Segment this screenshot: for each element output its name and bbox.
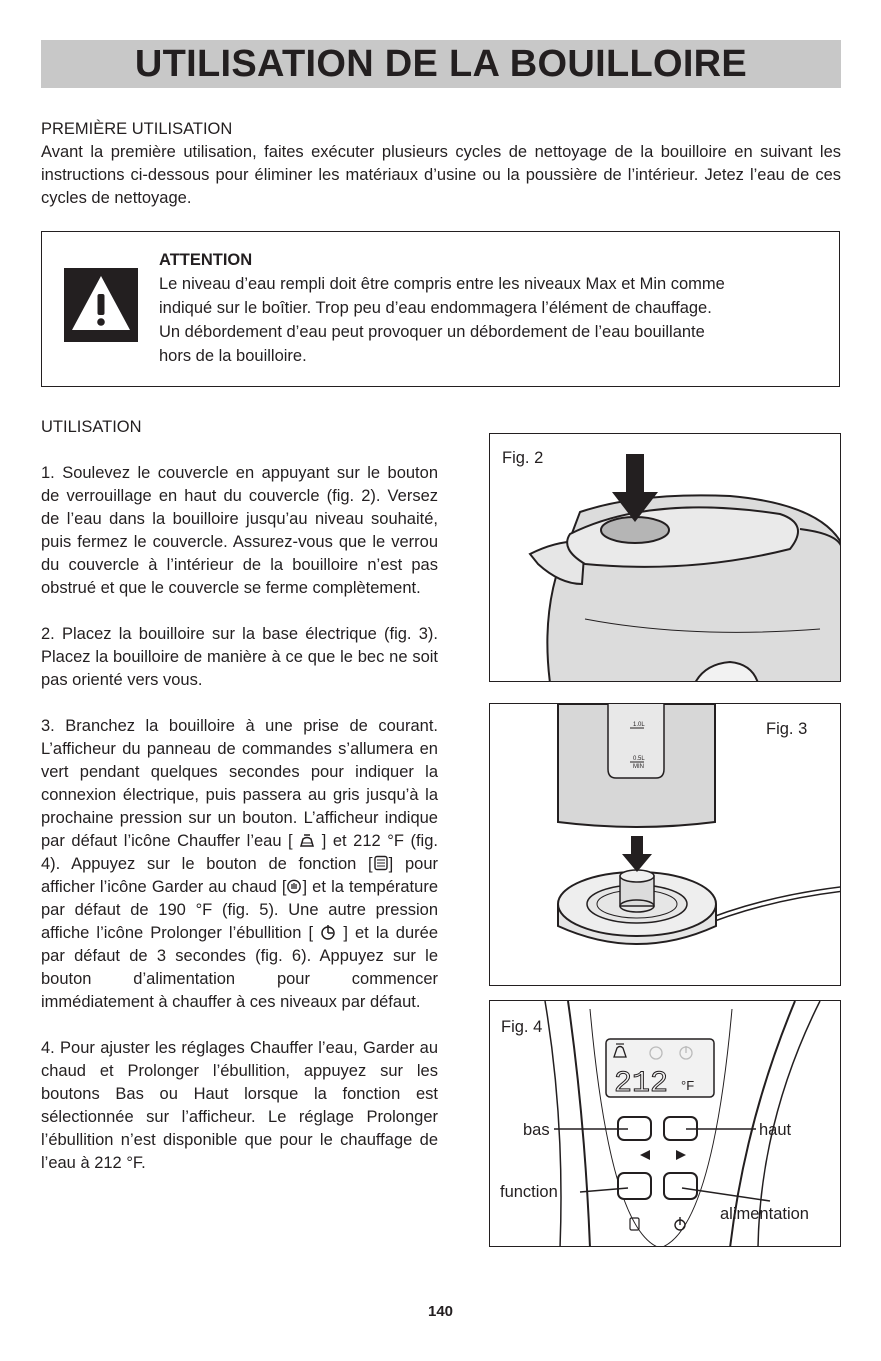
warning-line: indiqué sur le boîtier. Trop peu d’eau endommagera l’élément de chauffage. [159,299,712,317]
usage-heading: UTILISATION [41,418,142,436]
min-level-mark: 0.5L [633,756,645,762]
min-level-word: MIN [633,764,644,770]
figure-2 [489,433,841,682]
step-3 [41,715,438,1014]
up-button-callout: haut [759,1121,792,1139]
function-button-callout: function [500,1183,558,1201]
step-3-part: ] et la température par défaut de 190 °F (fig. 5). Une autre pression affiche l’icône Prolonger l’ébullition [ [41,878,438,942]
figure-4 [489,1000,841,1247]
warning-icon [64,268,138,342]
page-number: 140 [427,1303,454,1320]
step-3-part: ] pour afficher l’icône Garder au chaud [ [41,855,438,896]
boil-timer-icon [320,924,336,940]
warning-line: Un débordement d’eau peut provoquer un débordement de l’eau bouillante [159,323,705,341]
step-3-part: ] et la durée par défaut de 3 secondes (fig. 6). Appuyez sur le bouton d’alimentation pour commencer immédiatement à chauffer à ces niveaux par défaut. [41,924,438,1011]
warning-box [41,231,840,387]
page-title: UTILISATION DE LA BOUILLOIRE [134,42,748,85]
warning-line: Le niveau d’eau rempli doit être compris entre les niveaux Max et Min comme [159,275,725,293]
power-button-callout: alimentation [720,1205,809,1223]
intro-section [41,118,841,210]
keep-warm-icon [286,878,302,894]
intro-text: Avant la première utilisation, faites exécuter plusieurs cycles de nettoyage de la bouilloire en suivant les instructions ci-dessous pour éliminer les matériaux d’usine ou la poussière de l’intérieur. Jetez l’eau de ces cycles de nettoyage. [41,143,841,207]
figure-3-label: Fig. 3 [766,720,808,738]
temperature-display: 212 [614,1067,669,1101]
step-2: 2. Placez la bouilloire sur la base électrique (fig. 3). Placez la bouilloire de manière à ce que le bec ne soit pas orienté vers vous. [41,625,438,689]
kettle-lid-illustration [490,434,841,682]
step-3-part: 3. Branchez la bouilloire à une prise de courant. L’afficheur du panneau de commandes s’allumera en vert pendant quelques secondes pour indiquer la connexion électrique, puis passera au gris jusqu’à la prochaine pression sur un bouton. L’afficheur indique par défaut l’icône Chauffer l’eau [ [41,717,438,850]
function-icon [373,855,389,871]
step-3-part: ] et 212 °F (fig. 4). Appuyez sur le bouton de fonction [ [41,832,438,873]
kettle-icon [299,832,315,848]
warning-line: hors de la bouilloire. [159,347,307,365]
step-1: 1. Soulevez le couvercle en appuyant sur le bouton de verrouillage en haut du couvercle (fig. 2). Versez de l’eau dans la bouilloire jusqu’au niveau souhaité, puis fermez le couvercle. Assurez-vous que le verrou du couvercle à l’intérieur de la bouilloire n’est pas obstrué et que le couvercle se ferme complètement. [41,464,438,597]
down-button-callout: bas [523,1121,550,1139]
figure-4-label: Fig. 4 [501,1018,543,1036]
warning-heading: ATTENTION [159,251,253,269]
kettle-base-illustration [490,704,841,986]
warning-text [159,248,819,368]
title-bar [41,40,841,88]
figure-3 [489,703,841,986]
max-level-mark: 1.0L [633,722,645,728]
intro-heading: PREMIÈRE UTILISATION [41,120,233,138]
control-panel-illustration [490,1001,841,1247]
figure-2-label: Fig. 2 [502,449,544,467]
temperature-unit: °F [681,1078,695,1093]
usage-section [41,416,438,1198]
step-4: 4. Pour ajuster les réglages Chauffer l’eau, Garder au chaud et Prolonger l’ébullition, appuyez sur les boutons Bas ou Haut lorsque la fonction est sélectionnée sur l’afficheur. Le réglage Prolonger l’ébullition n’est disponible que pour le chauffage de l’eau à 212 °F. [41,1039,438,1172]
